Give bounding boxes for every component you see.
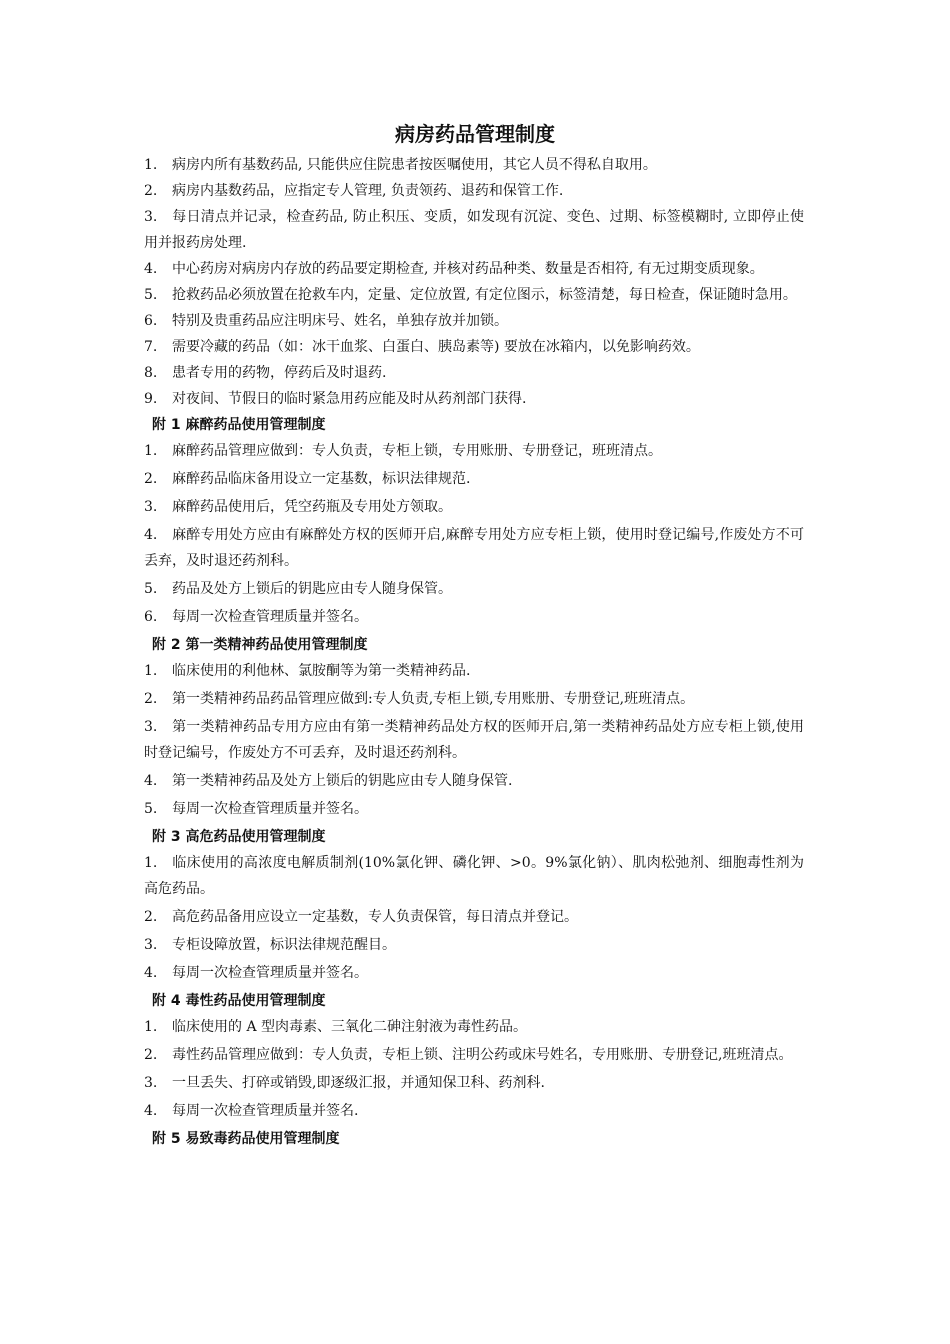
list-item-text: 麻醉药品临床备用设立一定基数，标识法律规范. bbox=[172, 471, 471, 487]
list-item-text: 患者专用的药物，停药后及时退药. bbox=[172, 365, 387, 381]
list-item bbox=[144, 256, 804, 282]
section-heading: 附 2 第一类精神药品使用管理制度 bbox=[152, 637, 368, 653]
document-title: 病房药品管理制度 bbox=[395, 122, 555, 146]
list-item-number: 5. bbox=[144, 581, 158, 597]
list-item-text: 需要冷藏的药品（如：冰干血浆、白蛋白、胰岛素等) 要放在冰箱内，以免影响药效。 bbox=[172, 339, 700, 355]
list-item-number: 3. bbox=[144, 937, 158, 953]
list-item bbox=[144, 494, 804, 520]
list-item-number: 9. bbox=[144, 391, 158, 407]
list-item-number: 1. bbox=[144, 1019, 158, 1035]
list-item bbox=[144, 360, 804, 386]
list-item bbox=[144, 850, 804, 902]
list-item-number: 5. bbox=[144, 801, 158, 817]
list-item bbox=[144, 768, 804, 794]
list-item-number: 2. bbox=[144, 1047, 158, 1063]
list-item bbox=[144, 714, 804, 766]
list-item bbox=[144, 282, 804, 308]
list-item-number: 2. bbox=[144, 909, 158, 925]
list-item bbox=[144, 466, 804, 492]
list-item-number: 1. bbox=[144, 855, 158, 871]
list-item bbox=[144, 960, 804, 986]
list-item-text: 临床使用的利他林、氯胺酮等为第一类精神药品. bbox=[172, 663, 471, 679]
list-item-number: 2. bbox=[144, 471, 158, 487]
list-item-text: 病房内所有基数药品, 只能供应住院患者按医嘱使用，其它人员不得私自取用。 bbox=[172, 157, 657, 173]
list-item bbox=[144, 152, 804, 178]
list-item-number: 1. bbox=[144, 443, 158, 459]
list-item-text: 药品及处方上锁后的钥匙应由专人随身保管。 bbox=[172, 581, 452, 597]
list-item-number: 3. bbox=[144, 209, 158, 225]
list-item bbox=[144, 658, 804, 684]
list-item-text: 高危药品备用应设立一定基数，专人负责保管，每日清点并登记。 bbox=[172, 909, 578, 925]
list-item bbox=[144, 1042, 804, 1068]
list-item-text: 专柜设障放置，标识法律规范醒目。 bbox=[172, 937, 396, 953]
list-item-text: 病房内基数药品，应指定专人管理, 负责领药、退药和保管工作. bbox=[172, 183, 564, 199]
list-item-text: 麻醉药品管理应做到：专人负责，专柜上锁，专用账册、专册登记，班班清点。 bbox=[172, 443, 662, 459]
section-heading: 附 4 毒性药品使用管理制度 bbox=[152, 993, 326, 1009]
list-item-text: 麻醉专用处方应由有麻醉处方权的医师开启,麻醉专用处方应专柜上锁，使用时登记编号,作废处方不可丢弃，及时退还药剂科。 bbox=[144, 527, 804, 569]
list-item bbox=[144, 904, 804, 930]
list-item bbox=[144, 686, 804, 712]
list-item bbox=[144, 204, 804, 256]
list-item bbox=[144, 178, 804, 204]
list-item-number: 2. bbox=[144, 691, 158, 707]
list-item bbox=[144, 604, 804, 630]
list-item bbox=[144, 576, 804, 602]
list-item-number: 4. bbox=[144, 527, 158, 543]
list-item-number: 4. bbox=[144, 773, 158, 789]
section-heading: 附 5 易致毒药品使用管理制度 bbox=[152, 1131, 340, 1147]
list-item-text: 麻醉药品使用后，凭空药瓶及专用处方领取。 bbox=[172, 499, 452, 515]
list-item-text: 毒性药品管理应做到：专人负责，专柜上锁、注明公药或床号姓名，专用账册、专册登记,班班清点。 bbox=[172, 1047, 793, 1063]
list-item-text: 抢救药品必须放置在抢救车内，定量、定位放置, 有定位图示，标签清楚，每日检查，保证随时急用。 bbox=[172, 287, 797, 303]
list-item-text: 第一类精神药品及处方上锁后的钥匙应由专人随身保管. bbox=[172, 773, 513, 789]
list-item-number: 6. bbox=[144, 313, 158, 329]
list-item bbox=[144, 1098, 804, 1124]
list-item-text: 对夜间、节假日的临时紧急用药应能及时从药剂部门获得. bbox=[172, 391, 527, 407]
list-item-number: 3. bbox=[144, 499, 158, 515]
list-item bbox=[144, 932, 804, 958]
list-item-number: 3. bbox=[144, 719, 158, 735]
list-item-number: 3. bbox=[144, 1075, 158, 1091]
list-item-number: 2. bbox=[144, 183, 158, 199]
list-item-number: 7. bbox=[144, 339, 158, 355]
section-heading: 附 3 高危药品使用管理制度 bbox=[152, 829, 326, 845]
list-item-text: 中心药房对病房内存放的药品要定期检查, 并核对药品种类、数量是否相符, 有无过期变质现象。 bbox=[172, 261, 764, 277]
section-heading: 附 1 麻醉药品使用管理制度 bbox=[152, 417, 326, 433]
list-item bbox=[144, 1070, 804, 1096]
list-item bbox=[144, 522, 804, 574]
list-item-number: 4. bbox=[144, 965, 158, 981]
list-item-number: 4. bbox=[144, 1103, 158, 1119]
list-item bbox=[144, 308, 804, 334]
list-item bbox=[144, 386, 804, 412]
list-item-number: 8. bbox=[144, 365, 158, 381]
list-item bbox=[144, 438, 804, 464]
list-item-text: 一旦丢失、打碎或销毁,即逐级汇报，并通知保卫科、药剂科. bbox=[172, 1075, 545, 1091]
list-item-number: 5. bbox=[144, 287, 158, 303]
list-item-number: 4. bbox=[144, 261, 158, 277]
list-item-text: 第一类精神药品药品管理应做到:专人负责,专柜上锁,专用账册、专册登记,班班清点。 bbox=[172, 691, 695, 707]
document-body bbox=[144, 152, 804, 1152]
list-item-text: 每周一次检查管理质量并签名。 bbox=[172, 965, 368, 981]
list-item bbox=[144, 1014, 804, 1040]
list-item-text: 每周一次检查管理质量并签名。 bbox=[172, 801, 368, 817]
list-item-text: 第一类精神药品专用方应由有第一类精神药品处方权的医师开启,第一类精神药品处方应专柜上锁,使用时登记编号，作废处方不可丢弃，及时退还药剂科。 bbox=[144, 719, 804, 761]
list-item-text: 特别及贵重药品应注明床号、姓名，单独存放并加锁。 bbox=[172, 313, 508, 329]
list-item-text: 每周一次检查管理质量并签名. bbox=[172, 1103, 359, 1119]
list-item-text: 临床使用的 A 型肉毒素、三氧化二砷注射液为毒性药品。 bbox=[172, 1019, 528, 1035]
list-item-number: 1. bbox=[144, 663, 158, 679]
list-item bbox=[144, 796, 804, 822]
list-item-number: 1. bbox=[144, 157, 158, 173]
list-item bbox=[144, 334, 804, 360]
list-item-number: 6. bbox=[144, 609, 158, 625]
list-item-text: 每周一次检查管理质量并签名。 bbox=[172, 609, 368, 625]
list-item-text: 每日清点并记录，检查药品, 防止积压、变质，如发现有沉淀、变色、过期、标签模糊时, 立即停止使用并报药房处理. bbox=[144, 209, 804, 251]
list-item-text: 临床使用的高浓度电解质制剂(10%氯化钾、磷化钾、>0。9%氯化钠）、肌肉松弛剂、细胞毒性剂为高危药品。 bbox=[144, 855, 804, 897]
